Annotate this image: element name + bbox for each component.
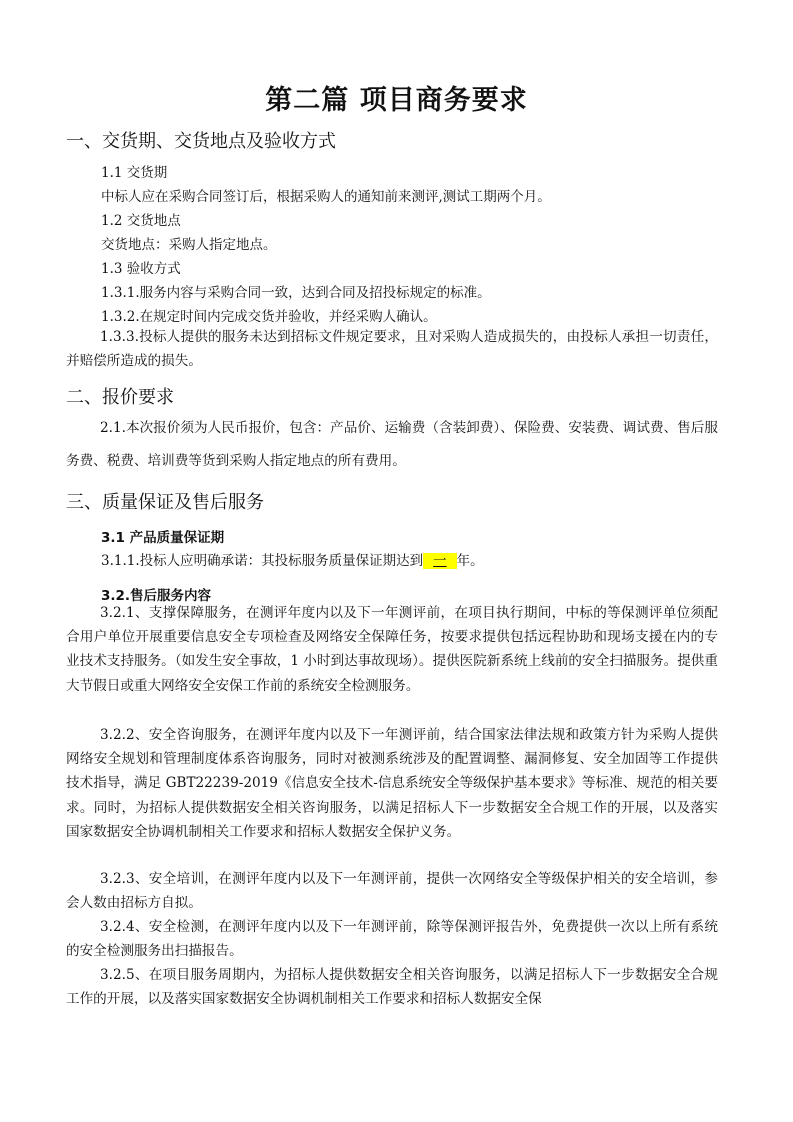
- item-3-2-2: 3.2.2、安全咨询服务，在测评年度内以及下一年测评前，结合国家法律法规和政策方针为采购人提供网络安全规划和管理制度体系咨询服务，同时对被测系统涉及的配置调整、漏洞修复、安全加固等工作提供技术指导，满足 GBT22239-2019《信息安全技术-信息系统安全等级保护基本要求》等标准、规范的相关要求。同时，为招标人提供数据安全相关咨询服务，以满足招标人下一步数据安全合规工作的开展，以及落实国家数据安全协调机制相关工作要求和招标人数据安全保护义务。: [66, 727, 718, 840]
- item-1-3: 1.3 验收方式: [101, 261, 181, 277]
- item-3-1-1-suffix: 年。: [456, 553, 484, 569]
- item-1-3-3: 1.3.3.投标人提供的服务未达到招标文件规定要求，且对采购人造成损失的，由投标人承担一切责任，并赔偿所造成的损失。: [66, 329, 718, 369]
- warranty-years-value: 一: [423, 553, 457, 569]
- item-1-1-text: 中标人应在采购合同签订后，根据采购人的通知前来测评,测试工期两个月。: [101, 189, 551, 205]
- section-3-heading: 三、质量保证及售后服务: [66, 492, 264, 513]
- item-1-1: 1.1 交货期: [101, 165, 168, 181]
- item-2-1: 2.1.本次报价须为人民币报价，包含：产品价、运输费（含装卸费）、保险费、安装费、调试费、售后服务费、税费、培训费等货到采购人指定地点的所有费用。: [66, 420, 718, 469]
- section-1-heading: 一、交货期、交货地点及验收方式: [66, 131, 336, 152]
- subheading-3-2: 3.2.售后服务内容: [101, 588, 212, 604]
- item-1-2-text: 交货地点：采购人指定地点。: [101, 237, 277, 253]
- section-2-heading: 二、报价要求: [66, 387, 174, 408]
- item-3-2-5: 3.2.5、在项目服务周期内，为招标人提供数据安全相关咨询服务，以满足招标人下一步数据安全合规工作的开展，以及落实国家数据安全协调机制相关工作要求和招标人数据安全保: [66, 967, 718, 1008]
- item-3-2-4: 3.2.4、安全检测，在测评年度内以及下一年测评前，除等保测评报告外，免费提供一次以上所有系统的安全检测服务出扫描报告。: [66, 919, 718, 960]
- item-1-3-1: 1.3.1.服务内容与采购合同一致，达到合同及招投标规定的标准。: [101, 285, 491, 301]
- item-3-2-1: 3.2.1、支撑保障服务，在测评年度内以及下一年测评前，在项目执行期间，中标的等保测评单位须配合用户单位开展重要信息安全专项检查及网络安全保障任务，按要求提供包括远程协助和现场支援在内的专业技术支持服务。（如发生安全事故，1 小时到达事故现场）。提供医院新系统上线前的安全扫描服务。提供重大节假日或重大网络安全安保工作前的系统安全检测服务。: [66, 605, 718, 694]
- item-3-1-1: [101, 549, 484, 569]
- page-title: 第二篇 项目商务要求: [265, 85, 528, 116]
- item-1-3-2: 1.3.2.在规定时间内完成交货并验收，并经采购人确认。: [101, 309, 437, 325]
- subheading-3-1: 3.1 产品质量保证期: [101, 530, 225, 546]
- item-3-2-3: 3.2.3、安全培训，在测评年度内以及下一年测评前，提供一次网络安全等级保护相关的安全培训，参会人数由招标方自拟。: [66, 871, 718, 912]
- item-3-1-1-prefix: 3.1.1.投标人应明确承诺：其投标服务质量保证期达到: [101, 553, 424, 569]
- item-1-2: 1.2 交货地点: [101, 213, 181, 229]
